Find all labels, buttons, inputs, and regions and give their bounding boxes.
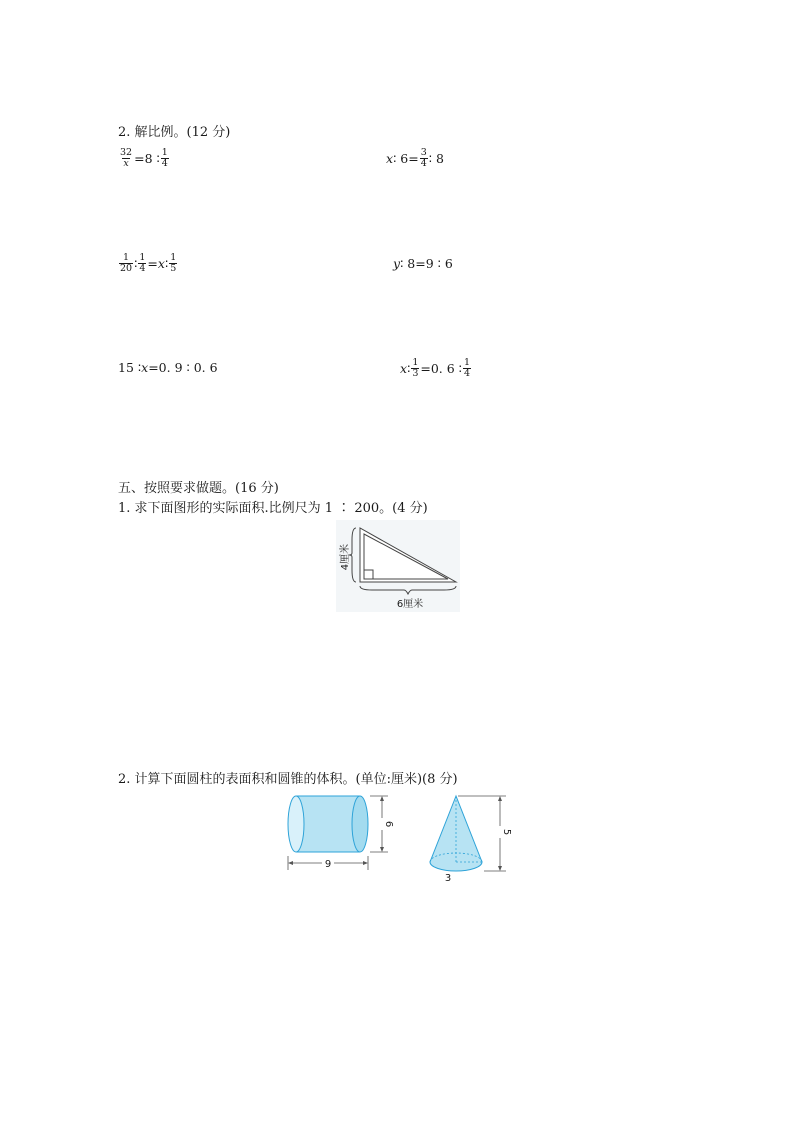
cylinder-right-face: [352, 796, 368, 852]
denominator: 4: [420, 158, 427, 169]
equation-6: [400, 358, 472, 379]
q2-title: 2. 解比例。(12 分): [118, 125, 231, 140]
equation-text: =0. 6 ∶: [420, 361, 462, 376]
cone-figure: [424, 790, 510, 886]
numerator: 1: [123, 252, 130, 263]
q5-2-title: 2. 计算下面圆柱的表面积和圆锥的体积。(单位:厘米)(8 分): [118, 772, 458, 787]
numerator: 1: [412, 357, 419, 368]
denominator: x: [123, 158, 129, 169]
section5-title: 五、按照要求做题。(16 分): [118, 481, 279, 496]
numerator: 1: [161, 147, 168, 158]
fraction: [138, 253, 146, 274]
arrow-down: [498, 866, 502, 871]
variable: x: [400, 361, 408, 376]
denominator: 4: [139, 263, 146, 274]
numerator: 1: [170, 252, 177, 263]
arrow-left: [288, 861, 293, 865]
equation-text: ∶: [164, 256, 169, 271]
numerator: 32: [120, 147, 133, 158]
cylinder-left-face: [288, 796, 304, 852]
fraction: [161, 148, 169, 169]
equation-3: [118, 253, 178, 274]
numerator: 1: [463, 357, 470, 368]
variable: x: [386, 151, 394, 166]
denominator: 20: [120, 263, 133, 274]
equation-text: ∶ 8=9 ∶ 6: [400, 256, 453, 271]
equation-text: =8 ∶: [134, 151, 160, 166]
numerator: 3: [420, 147, 427, 158]
denominator: 3: [412, 368, 419, 379]
arrow-up: [380, 796, 384, 801]
equation-text: =: [147, 256, 158, 271]
variable: x: [141, 360, 149, 375]
cone-height-label: 5: [501, 828, 512, 836]
cylinder-length-label: 9: [324, 859, 332, 870]
variable: x: [157, 256, 165, 271]
denominator: 5: [170, 263, 177, 274]
equation-4: [393, 256, 453, 271]
arrow-right: [363, 861, 368, 865]
base-label: 6厘米: [396, 599, 424, 610]
equation-text: ∶: [134, 256, 138, 271]
fraction: [411, 358, 419, 379]
fraction: [169, 253, 177, 274]
equation-text: =0. 9 ∶ 0. 6: [148, 360, 218, 375]
equation-text: ∶ 6=: [393, 151, 419, 166]
fraction: [119, 148, 133, 169]
height-label: 4厘米: [340, 543, 351, 571]
equation-2: [386, 148, 444, 169]
cylinder-body: [296, 796, 360, 852]
fraction: [420, 148, 428, 169]
arrow-down: [380, 847, 384, 852]
cone-radius-label: 3: [444, 873, 452, 884]
equation-text: ∶: [407, 361, 411, 376]
arrow-up: [498, 796, 502, 801]
fraction: [463, 358, 471, 379]
cylinder-figure: [284, 790, 396, 874]
fraction: [119, 253, 133, 274]
equation-1: [118, 148, 170, 169]
q5-1-title: 1. 求下面图形的实际面积.比例尺为 1 ∶ 200。(4 分): [118, 501, 428, 516]
right-triangle-figure: [336, 520, 460, 612]
denominator: 4: [463, 368, 470, 379]
variable: y: [393, 256, 401, 271]
equation-text: ∶ 8: [428, 151, 444, 166]
equation-5: [118, 360, 218, 375]
numerator: 1: [139, 252, 146, 263]
denominator: 4: [161, 158, 168, 169]
equation-text: 15 ∶: [118, 360, 142, 375]
cylinder-diameter-label: 6: [383, 820, 394, 828]
